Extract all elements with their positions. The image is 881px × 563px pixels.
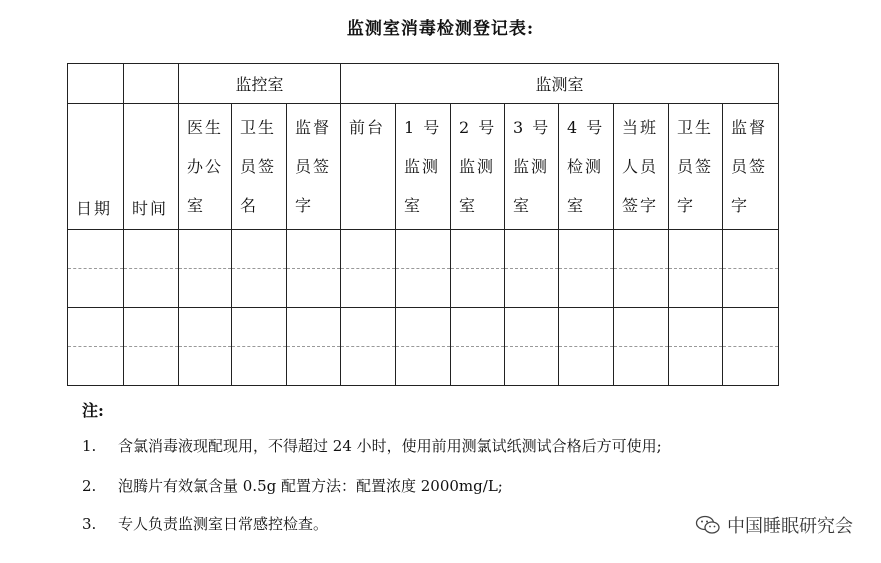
table-cell [451,347,505,386]
header-room-2: 2 号 监测 室 [451,104,505,230]
table-cell [179,269,232,308]
table-cell [396,269,451,308]
table-cell [614,347,669,386]
table-cell [68,269,124,308]
table-cell [232,269,287,308]
note-text: 含氯消毒液现配现用，不得超过 24 小时，使用前用测氯试纸测试合格后方可使用; [118,437,662,455]
table-cell [124,230,179,269]
table-cell [614,230,669,269]
table-row [68,230,779,269]
table-cell [68,347,124,386]
table-cell [505,269,559,308]
table-cell [723,347,779,386]
registration-table [67,63,779,386]
table-cell [396,347,451,386]
table-cell [179,347,232,386]
table-cell [559,230,614,269]
header-duty-sign: 当班 人员 签字 [614,104,669,230]
header-front-desk: 前台 [341,104,396,230]
table-cell [669,230,723,269]
note-item [82,435,662,456]
note-text: 泡腾片有效氯含量 0.5g 配置方法：配置浓度 2000mg/L; [118,477,503,495]
table-cell [232,230,287,269]
table-cell [669,269,723,308]
table-cell [396,308,451,347]
table-cell [124,347,179,386]
table-cell [287,347,341,386]
table-cell [614,308,669,347]
table-cell [451,308,505,347]
table-cell [341,347,396,386]
group-monitor-room: 监测室 [341,64,779,104]
header-room-1: 1 号 监测 室 [396,104,451,230]
header-room-3: 3 号 监测 室 [505,104,559,230]
table-cell [723,269,779,308]
table-cell [287,269,341,308]
table-cell [179,308,232,347]
watermark-text: 中国睡眠研究会 [727,516,853,537]
table-cell [341,230,396,269]
table-cell [505,347,559,386]
table-cell [124,269,179,308]
table-cell [451,269,505,308]
table-cell [451,230,505,269]
table-cell [505,230,559,269]
table-cell [669,347,723,386]
note-item [82,475,503,496]
table-cell [287,230,341,269]
note-number: 2. [82,477,97,495]
table-cell [396,230,451,269]
table-cell [505,308,559,347]
table-cell [723,308,779,347]
header-room-4: 4 号 检测 室 [559,104,614,230]
table-cell [341,269,396,308]
table-cell [68,308,124,347]
table-cell [287,308,341,347]
watermark [695,512,853,538]
header-health-sign-2: 卫生 员签 字 [669,104,723,230]
header-time: 时间 [124,104,179,230]
table-row [68,347,779,386]
table-cell [68,230,124,269]
header-date: 日期 [68,104,124,230]
table-cell [341,308,396,347]
table-cell [614,269,669,308]
table-cell [232,347,287,386]
table-cell [559,347,614,386]
page-title: 监测室消毒检测登记表: [346,19,535,39]
header-doctor-office: 医生 办公 室 [179,104,232,230]
note-text: 专人负责监测室日常感控检查。 [118,515,329,533]
table-row [68,269,779,308]
table-cell [559,269,614,308]
table-row [68,308,779,347]
header-health-sign-1: 卫生 员签 名 [232,104,287,230]
wechat-icon [695,515,721,535]
note-number: 3. [82,515,97,533]
note-item [82,513,328,534]
column-header-row [68,104,779,230]
table-cell [669,308,723,347]
table-cell [723,230,779,269]
table-cell [559,308,614,347]
header-supervisor-sign-2: 监督 员签 字 [723,104,779,230]
table-cell [179,230,232,269]
group-header-row [68,64,779,104]
note-number: 1. [82,437,97,455]
table-cell [232,308,287,347]
group-control-room: 监控室 [179,64,341,104]
blank-cell [124,64,179,104]
blank-cell [68,64,124,104]
notes-heading: 注: [82,401,104,420]
header-supervisor-sign-1: 监督 员签 字 [287,104,341,230]
table-cell [124,308,179,347]
